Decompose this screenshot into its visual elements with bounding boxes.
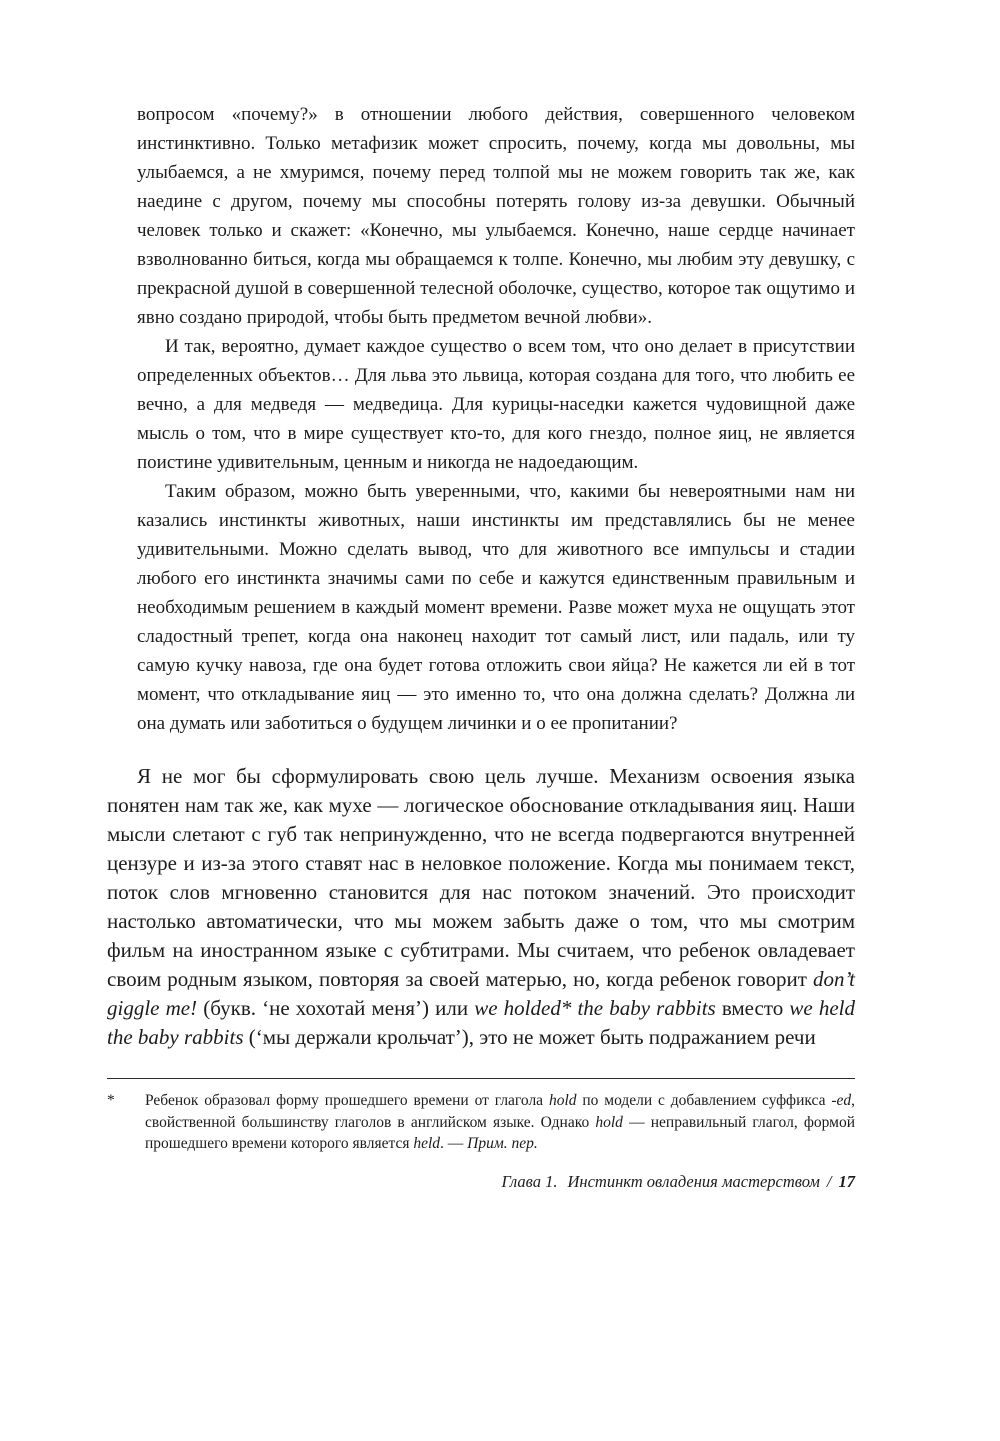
chapter-title: Инстинкт овладения мастерством — [567, 1171, 820, 1191]
text-segment: (‘мы держали крольчат’), это не может быть подражанием речи — [243, 1025, 816, 1049]
italic-segment-english-1: don’t giggle me! — [107, 967, 855, 1020]
main-paragraph — [107, 762, 855, 1052]
footnote-text — [145, 1090, 855, 1155]
italic-segment-hold: hold — [548, 1092, 577, 1109]
text-segment: , свойственной большинству глаголов в английском языке. Однако — [145, 1092, 855, 1131]
footer-separator: / — [826, 1171, 832, 1191]
page-number: 17 — [838, 1171, 855, 1191]
italic-segment-hold-2: hold — [595, 1113, 623, 1131]
text-segment: по модели с добавлением суффикса — [576, 1092, 832, 1109]
text-segment: вместо — [715, 996, 790, 1020]
chapter-number: Глава 1. — [501, 1171, 558, 1191]
quote-paragraph-1: вопросом «почему?» в отношении любого действия, совершенного человеком инстинктивно. Только метафизик может спросить, почему, когда мы довольны, мы улыбаемся, а не хмуримся, почему перед толпой мы не можем говорить так же, как наедине с другом, почему мы способны потерять голову из-за девушки. Обычный человек только и скажет: «Конечно, мы улыбаемся. Конечно, наше сердце начинает взволнованно биться, когда мы обращаемся к толпе. Конечно, мы любим эту девушку, с прекрасной душой в совершенной телесной оболочке, существо, которое так ощутимо и явно создано природой, чтобы быть предметом вечной любви». — [137, 104, 855, 328]
text-segment: — неправильный глагол, формой прошедшего времени которого является — [145, 1113, 855, 1152]
page-footer — [107, 1172, 855, 1192]
footnote — [107, 1090, 855, 1155]
text-segment: . — — [440, 1135, 468, 1152]
text-segment: Ребенок образовал форму прошедшего времени от глагола — [145, 1092, 549, 1109]
text-segment: (букв. ‘не хохотай меня’) или — [197, 996, 475, 1020]
italic-segment-english-3: we held the baby rabbits — [107, 996, 855, 1049]
italic-segment-english-2: we holded* the baby rabbits — [474, 996, 716, 1020]
page-content — [107, 100, 855, 1192]
italic-segment-held: held — [413, 1135, 441, 1152]
quote-block — [137, 100, 855, 738]
italic-segment-ed-suffix: -ed — [831, 1092, 852, 1109]
footnote-rule — [107, 1078, 855, 1079]
footnote-marker: * — [107, 1092, 115, 1109]
quote-paragraph-3: Таким образом, можно быть уверенными, что, какими бы невероятными нам ни казались инстинкты животных, наши инстинкты им представлялись бы не менее удивительными. Можно сделать вывод, что для животного все импульсы и стадии любого его инстинкта значимы сами по себе и кажутся единственным правильным и необходимым решением в каждый момент времени. Разве может муха не ощущать этот сладостный трепет, когда она наконец находит тот самый лист, или падаль, или ту самую кучку навоза, где она будет готова отложить свои яйца? Не кажется ли ей в тот момент, что откладывание яиц — это именно то, что она должна сделать? Должна ли она думать или заботиться о будущем личинки и о ее пропитании? — [137, 481, 855, 734]
italic-segment-translator-note: Прим. пер. — [467, 1135, 538, 1152]
quote-paragraph-2: И так, вероятно, думает каждое существо о всем том, что оно делает в присутствии определенных объектов… Для льва это львица, которая создана для того, что любить ее вечно, а для медведя — медведица. Для курицы-наседки кажется чудовищной даже мысль о том, что в мире существует кто-то, для кого гнездо, полное яиц, не является поистине удивительным, ценным и никогда не надоедающим. — [137, 336, 855, 473]
text-segment: Я не мог бы сформулировать свою цель лучше. Механизм освоения языка понятен нам так же, как мухе — логическое обоснование откладывания яиц. Наши мысли слетают с губ так непринужденно, что не всегда подвергаются внутренней цензуре и из-за этого ставят нас в неловкое положение. Когда мы понимаем текст, поток слов мгновенно становится для нас потоком значений. Это происходит настолько автоматически, что мы можем забыть даже о том, что мы смотрим фильм на иностранном языке с субтитрами. Мы считаем, что ребенок овладевает своим родным языком, повторяя за своей матерью, но, когда ребенок говорит — [107, 764, 855, 991]
